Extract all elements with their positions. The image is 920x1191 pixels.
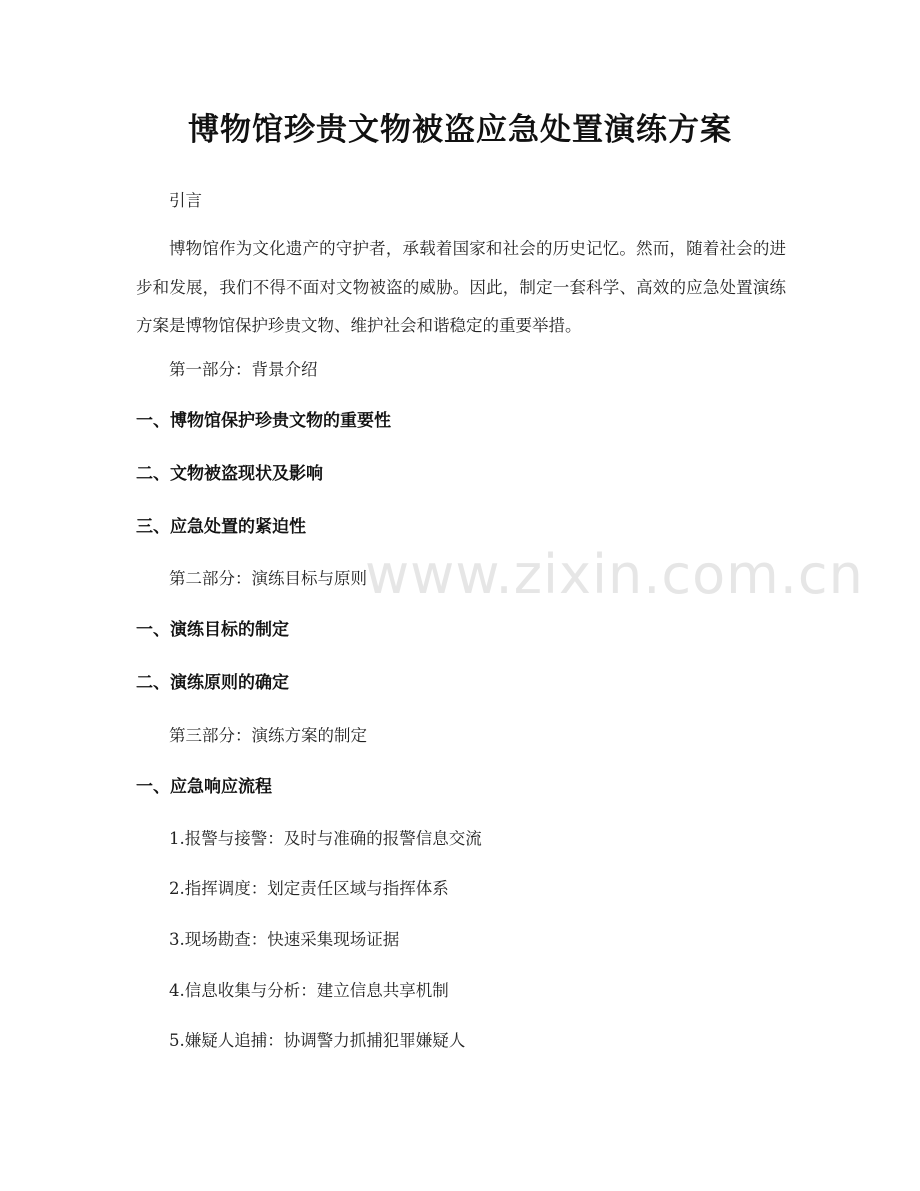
part2-label: 第二部分：演练目标与原则 [169, 569, 367, 588]
part3-label: 第三部分：演练方案的制定 [169, 726, 367, 745]
part1-heading-3: 三、应急处置的紧迫性 [136, 517, 306, 537]
part1-heading-1: 一、博物馆保护珍贵文物的重要性 [136, 411, 391, 431]
list-item: 5.嫌疑人追捕：协调警力抓捕犯罪嫌疑人 [169, 1031, 466, 1050]
part1-label: 第一部分：背景介绍 [169, 360, 318, 379]
part2-heading-2: 二、演练原则的确定 [136, 673, 289, 693]
intro-label: 引言 [169, 191, 202, 210]
intro-paragraph: 博物馆作为文化遗产的守护者，承载着国家和社会的历史记忆。然而，随着社会的进步和发展，我们不得不面对文物被盗的威胁。因此，制定一套科学、高效的应急处置演练方案是博物馆保护珍贵文物、维护社会和谐稳定的重要举措。 [136, 239, 786, 335]
list-item: 4.信息收集与分析：建立信息共享机制 [169, 981, 449, 1000]
part1-heading-2: 二、文物被盗现状及影响 [136, 464, 323, 484]
list-item: 2.指挥调度：划定责任区域与指挥体系 [169, 879, 449, 898]
part3-heading-1: 一、应急响应流程 [136, 777, 272, 797]
list-item: 1.报警与接警：及时与准确的报警信息交流 [169, 829, 482, 848]
part2-heading-1: 一、演练目标的制定 [136, 620, 289, 640]
list-item: 3.现场勘查：快速采集现场证据 [169, 930, 400, 949]
document-title: 博物馆珍贵文物被盗应急处置演练方案 [188, 112, 732, 148]
watermark: www.zixin.com.cn [365, 543, 864, 606]
